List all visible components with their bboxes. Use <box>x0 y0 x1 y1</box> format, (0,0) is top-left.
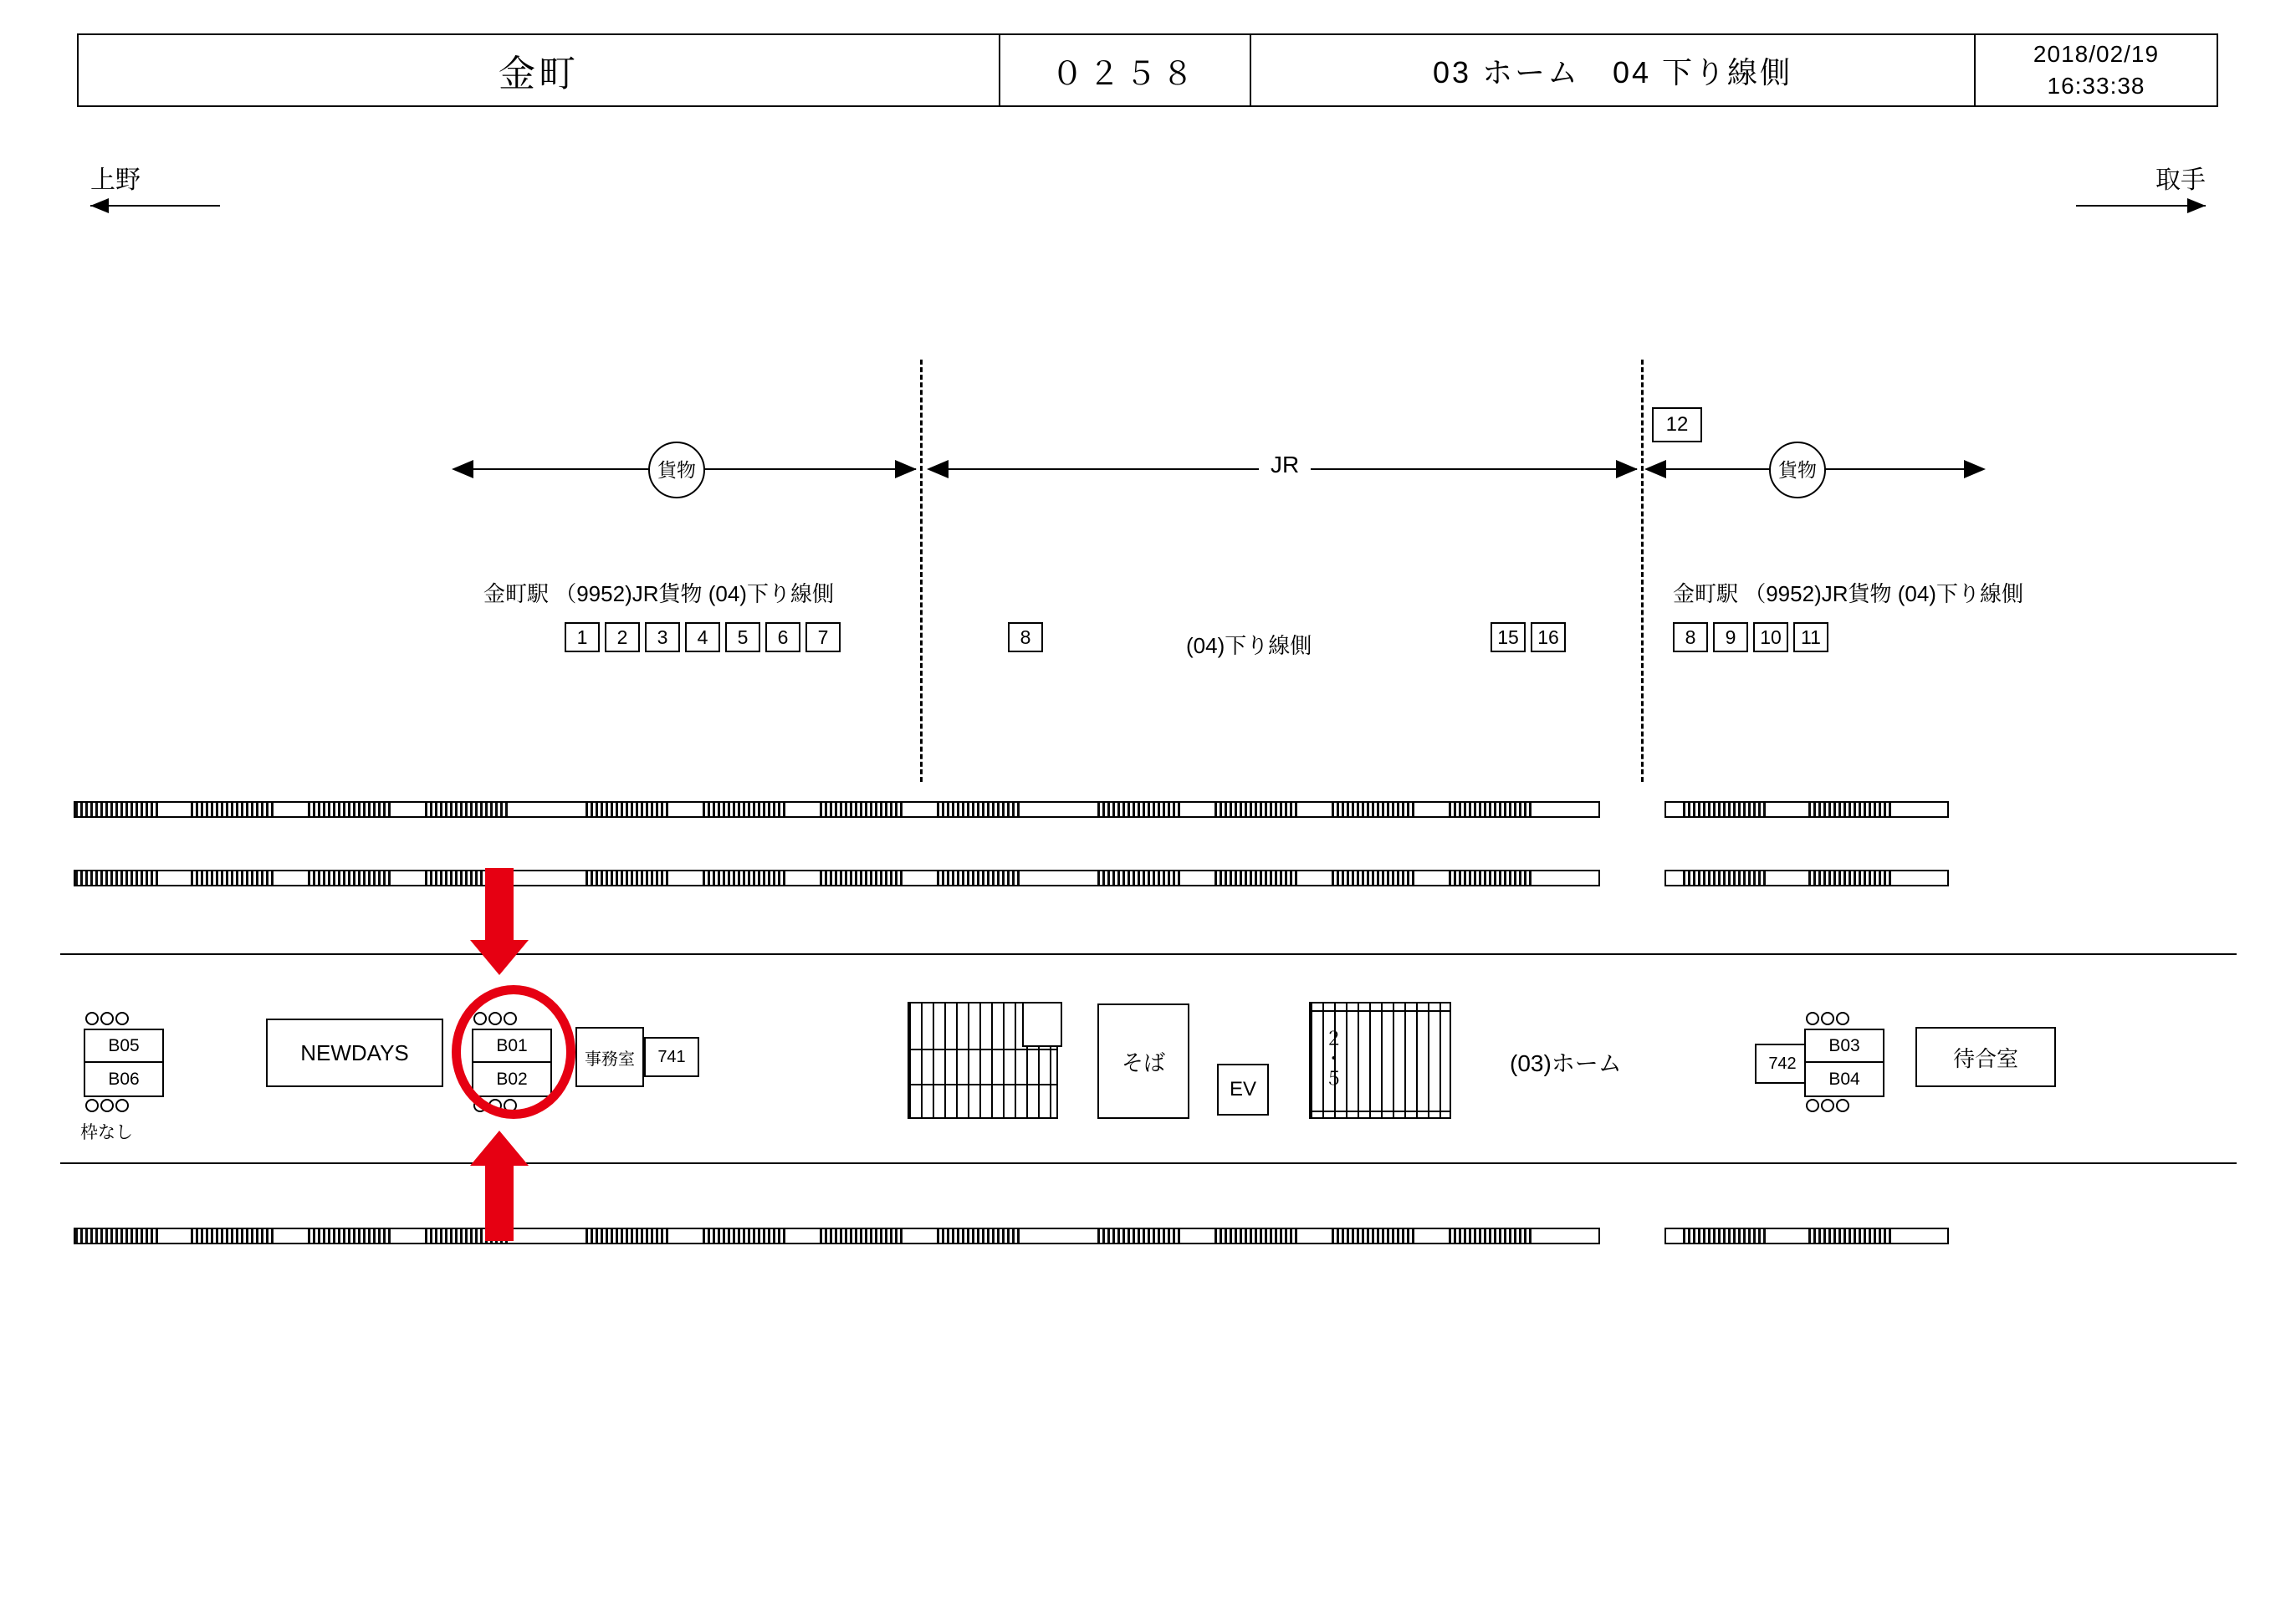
facility-elevator[interactable]: EV <box>1217 1064 1269 1116</box>
direction-left <box>90 164 141 201</box>
track-upper-right <box>1664 801 1949 818</box>
number-box: 1 <box>565 622 600 652</box>
vending-label: B05 <box>85 1030 162 1063</box>
number-box: 5 <box>725 622 760 652</box>
section-badge-freight-left: 貨物 <box>648 442 705 498</box>
section-badge-freight-right: 貨物 <box>1769 442 1826 498</box>
vending-circles-icon <box>1806 1012 1849 1025</box>
direction-left-line <box>90 205 220 207</box>
caption-platform: (03)ホーム <box>1510 1050 1622 1076</box>
area-description: 03 ホーム 04 下り線側 <box>1250 35 1974 105</box>
section-label-jr: JR <box>1259 452 1311 478</box>
station-code: ０２５８ <box>999 35 1250 105</box>
track-lower-left <box>74 1228 1600 1244</box>
number-box: 8 <box>1008 622 1043 652</box>
direction-left-arrow-icon <box>90 198 109 213</box>
section-left-arrow-end-icon <box>895 460 917 478</box>
vending-note: 枠なし <box>80 1123 133 1142</box>
number-box: 10 <box>1753 622 1788 652</box>
number-group-center <box>1008 622 1043 652</box>
number-box: 11 <box>1793 622 1828 652</box>
direction-left-label: 上野 <box>90 166 141 194</box>
number-box: 6 <box>765 622 800 652</box>
highlight-ring <box>452 985 575 1119</box>
vending-circles-icon-bottom <box>1806 1099 1849 1112</box>
vending-group-b05-b06[interactable] <box>80 1012 174 1142</box>
facility-right-number: 742 <box>1755 1044 1810 1084</box>
facility-newdays[interactable]: NEWDAYS <box>266 1019 443 1087</box>
platform-edge-top <box>60 953 2237 955</box>
facility-office-number: 741 <box>644 1037 699 1077</box>
vending-label: B02 <box>496 1069 528 1089</box>
number-box: 15 <box>1491 622 1526 652</box>
stairs-left-landing <box>1022 1002 1062 1047</box>
track-number-badge: 12 <box>1652 407 1702 442</box>
caption-right-freight: 金町駅 （9952)JR貨物 (04)下り線側 <box>1673 581 2023 606</box>
direction-right-line <box>2076 205 2206 207</box>
number-group-left <box>565 622 841 652</box>
timestamp <box>1974 35 2217 105</box>
number-box: 7 <box>805 622 841 652</box>
section-divider-right <box>1641 360 1644 782</box>
number-box: 9 <box>1713 622 1748 652</box>
number-box: 8 <box>1673 622 1708 652</box>
direction-right <box>2155 164 2206 201</box>
vending-group-b03-b04[interactable] <box>1803 1012 1895 1112</box>
section-right-arrow-left-icon <box>1644 460 1666 478</box>
vending-circles-icon-bottom <box>85 1099 129 1112</box>
facility-waiting-room[interactable]: 待合室 <box>1915 1027 2056 1087</box>
number-box: 4 <box>685 622 720 652</box>
caption-center-line: (04)下り線側 <box>1186 633 1312 658</box>
number-group-center-right <box>1491 622 1566 652</box>
direction-right-label: 取手 <box>2155 166 2206 194</box>
track-lower-right <box>1664 1228 1949 1244</box>
platform-edge-bottom <box>60 1162 2237 1164</box>
vending-label: B06 <box>108 1069 140 1089</box>
vending-label: B01 <box>473 1030 550 1063</box>
facility-office[interactable]: 事務室 <box>575 1027 644 1087</box>
vending-body <box>1804 1029 1884 1097</box>
vending-label: B03 <box>1806 1030 1883 1063</box>
section-jr-arrow-left-icon <box>927 460 949 478</box>
section-left-arrow-icon <box>452 460 473 478</box>
stairs-right-label: ２・５ <box>1322 1029 1343 1089</box>
vending-circles-icon <box>85 1012 129 1025</box>
direction-right-arrow-icon <box>2187 198 2206 213</box>
vending-body <box>84 1029 164 1097</box>
track-middle-left <box>74 870 1600 886</box>
pointer-arrow-up <box>470 1131 529 1241</box>
track-upper-left <box>74 801 1600 818</box>
number-box: 3 <box>645 622 680 652</box>
pointer-arrow-down <box>470 868 529 977</box>
timestamp-time: 16:33:38 <box>2047 73 2145 99</box>
section-jr-arrow-right-icon <box>1616 460 1638 478</box>
caption-left-freight: 金町駅 （9952)JR貨物 (04)下り線側 <box>483 581 834 606</box>
track-middle-right <box>1664 870 1949 886</box>
vending-label: B04 <box>1828 1069 1860 1089</box>
facility-soba[interactable]: そば <box>1097 1004 1189 1119</box>
header-bar <box>77 33 2218 107</box>
station-name: 金町 <box>499 54 579 94</box>
number-group-right <box>1673 622 1828 652</box>
section-right-arrow-end-icon <box>1964 460 1986 478</box>
number-box: 2 <box>605 622 640 652</box>
timestamp-date: 2018/02/19 <box>2033 41 2160 68</box>
number-box: 16 <box>1531 622 1566 652</box>
section-divider-left <box>920 360 923 782</box>
